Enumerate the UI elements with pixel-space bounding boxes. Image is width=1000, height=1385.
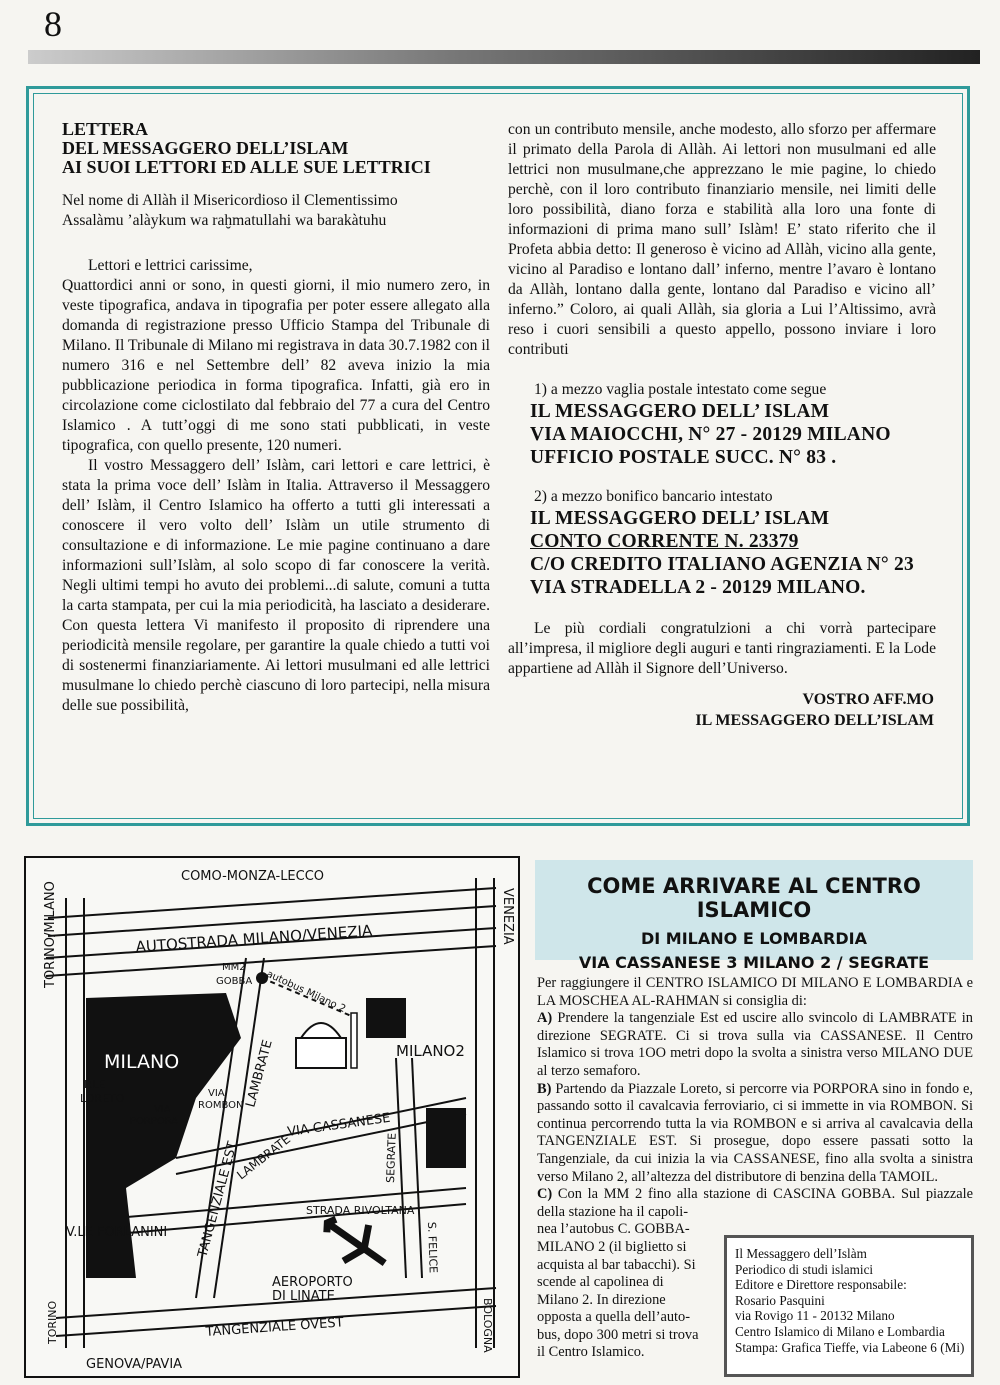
directions-option-c-line: opposta a quella dell’auto- xyxy=(537,1309,691,1326)
directions-subtitle: DI MILANO E LOMBARDIA xyxy=(641,929,867,948)
letter-paragraph: Il vostro Messaggero dell’ Islàm, cari lettori e care lettrici, è stata la prima voce dell’ Islàm in Italia. Attraverso il Messaggero dell’ Islàm, il Centro Islamico ha offerto a tutti gli interessati a conoscere il vero volto dell’ Islàm un utile strumento di consultazione e di informazione. Le mie pagine continuano a dare informazioni sull’Islàm, al solo scopo di far conoscere la verità. Negli ultimi tempi ho avuto dei problemi...di salute, comuni a tutta la carta stampata, per cui la mia periodicità, ha lasciato a desiderare. Con questa lettera Vi manifesto il proposito di riprendere una periodicità mensile regolare, per garantire la quale chiedo a tutti voi di sostenermi finanziariamente. Ai lettori musulmani ed alle lettrici musulmane lo chiedo perchè ciascuno di loro partecipi, nella misura delle sue possibilità, xyxy=(62,457,490,714)
directions-option-b: Partendo da Piazzale Loreto, si percorre via PORPORA sino in fondo e, passando sotto il cavalcavia ferroviario, ci si immette in via ROMBON. Si continua percorrendo tutta la via ROMBON e si arriva al cavalcavia della TANGENZIALE EST. Si prosegue, dopo essere passati sotto la Tangenziale, da cui inizia la via CASSANESE, fino alla svolta a sinistra verso Milano 2, all’altezza del distributore di benzina della TAMOIL. xyxy=(537,1080,973,1185)
map-label-bologna: BOLOGNA xyxy=(481,1298,494,1353)
letter-paragraph: Quattordici anni or sono, in questi giorni, il mio numero zero, in veste tipografica, andava in tipografia per poter essere allegato alla domanda di registrazione presso Ufficio Stampa del Tribunale di Milano. Il Tribunale di Milano mi registrava in data 30.7.1982 con il numero 316 e nel Settembre dell’ 82 aveva inizio la mia pubblicazione periodica in forma tipografica. Infatti, già ero in circolazione come ciclostilato dal febbraio del 77 a cura del Centro Islamico . A tutt’oggi di me sono stati pubblicati, in veste tipografica, con quello presente, 120 numeri. xyxy=(62,277,490,454)
road-segrate xyxy=(412,1058,422,1278)
map-label-autostrada: AUTOSTRADA MILANO/VENEZIA xyxy=(135,921,373,956)
colophon-line: Editore e Direttore responsabile: xyxy=(735,1277,907,1293)
signature-line: VOSTRO AFF.MO xyxy=(802,691,934,708)
map-label-milano2: MILANO2 xyxy=(396,1042,465,1060)
letter-title-line: LETTERA xyxy=(62,119,149,139)
option-1-line: VIA MAIOCCHI, N° 27 - 20129 MILANO xyxy=(530,424,891,445)
colophon-box xyxy=(724,1235,974,1377)
directions-option-a: Prendere la tangenziale Est ed uscire allo svincolo di LAMBRATE in direzione SEGRATE. Ci si trova sulla via CASSANESE. Il Centro Islamico si trova 1OO metri dopo la svolta a sinistra verso MILANO DUE al terzo semaforo. xyxy=(537,1010,973,1079)
segrate-area xyxy=(426,1108,466,1168)
map-label-ple-loreto: P.LE xyxy=(84,1078,106,1091)
map-label-como: COMO-MONZA-LECCO xyxy=(181,869,325,884)
directions-option-c-line: scende al capolinea di xyxy=(537,1274,664,1291)
map-label-via-rombon: ROMBON xyxy=(198,1100,244,1111)
option-1-line: UFFICIO POSTALE SUCC. N° 83 . xyxy=(530,447,837,468)
directions-option-c-line: nea l’autobus C. GOBBA- xyxy=(537,1221,690,1238)
directions-option-label: C) xyxy=(537,1186,553,1203)
map-label-milano: MILANO xyxy=(104,1051,180,1073)
map-label-aeroporto: AEROPORTO xyxy=(272,1275,353,1290)
map-label-gobba: GOBBA xyxy=(216,976,253,987)
colophon-line: Centro Islamico di Milano e Lombardia xyxy=(735,1323,945,1339)
map-label-tangenziale-ovest: TANGENZIALE OVEST xyxy=(205,1315,345,1340)
letter-closing: Le più cordiali congratulzioni a chi vorrà partecipare all’impresa, il migliore degli auguri e tanti ringraziamenti. E la Lode appartiene ad Allàh il Signore dell’Universo. xyxy=(508,620,936,677)
colophon-line: Il Messaggero dell’Islàm xyxy=(735,1246,867,1261)
map-label-vle-forlanini: V.LE FORLANINI xyxy=(66,1225,168,1240)
map-drawing xyxy=(26,858,518,1376)
letter-greeting: Assalàmu ’alàykum wa raḫmatullahi wa barakàtuhu xyxy=(62,212,387,229)
option-2-line: C/O CREDITO ITALIANO AGENZIA N° 23 xyxy=(530,554,914,575)
map-label-ple-loreto: LORETO xyxy=(80,1092,125,1105)
colophon-line: via Rovigo 11 - 20132 Milano xyxy=(735,1308,895,1324)
map-label-genova: GENOVA/PAVIA xyxy=(86,1357,183,1372)
map-label-venezia: VENEZIA xyxy=(500,888,515,945)
directions-address: VIA CASSANESE 3 MILANO 2 / SEGRATE xyxy=(578,953,930,972)
milano2-area xyxy=(366,998,406,1038)
directions-option-c-line: Milano 2. In direzione xyxy=(537,1291,666,1308)
letter-title-line: AI SUOI LETTORI ED ALLE SUE LETTRICI xyxy=(62,157,431,177)
option-1-intro: 1) a mezzo vaglia postale intestato come segue xyxy=(534,381,827,398)
letter-paragraph: con un contributo mensile, anche modesto, allo sforzo per affermare il primato della Parola di Allàh. Ai lettori non musulmani ed alle lettrici non musulmane,che apprezzano le mie pagine, lo chiedo perchè, con il loro contributo finanziario mensile, nei limiti delle loro possibilità, diano forza e stabilità alla loro una fonte di informazioni di prima mano sull’ Islàm! E’ stato riferito che il Profeta abbia detto: Il generoso è vicino ad Allàh, vicino alla gente, vicino al Paradiso e lontano dall’ inferno, mentre l’avaro è lontano da Allàh, lontano dalla gente, lontano dal Paradiso e vicino all’ inferno.” Coloro, ai quali Allàh, sia gloria a Lui l’Altissimo, avrà reso i cuori sensibili a questo appello, possono inviare i loro contributi xyxy=(508,121,936,358)
letter-greeting: Nel nome di Allàh il Misericordioso il Clementissimo xyxy=(62,192,398,209)
directions-header xyxy=(535,860,973,972)
option-2-intro: 2) a mezzo bonifico bancario intestato xyxy=(534,488,773,505)
map-label-torino-milano: TORINO/MILANO xyxy=(43,881,58,988)
colophon-line: Stampa: Grafica Tieffe, via Labeone 6 (Mi) xyxy=(735,1339,965,1355)
directions-option-c-line: il Centro Islamico. xyxy=(537,1344,645,1361)
directions-option-c-line: MILANO 2 (il biglietto si xyxy=(537,1238,687,1255)
directions-option-label: B) xyxy=(537,1080,552,1097)
directions-option-c: Con la MM 2 fino alla stazione di CASCINA GOBBA. Sul piazzale della stazione ha il capoli- xyxy=(537,1186,973,1220)
option-2-line: VIA STRADELLA 2 - 20129 MILANO. xyxy=(530,577,866,598)
colophon-line: Rosario Pasquini xyxy=(735,1292,825,1308)
map-label-via-porpora: VIA xyxy=(154,1104,171,1115)
mosque-icon xyxy=(296,1013,357,1068)
map-label-tangenziale-est: TANGENZIALE EST xyxy=(195,1140,241,1260)
road-top xyxy=(48,888,496,918)
directions-title: COME ARRIVARE AL CENTRO ISLAMICO xyxy=(587,874,921,922)
page-number: 8 xyxy=(44,4,62,44)
directions-option-label: A) xyxy=(537,1010,553,1027)
map-label-autobus: autobus Milano 2 xyxy=(264,968,348,1016)
route-map xyxy=(24,856,520,1378)
map-label-lambrate: LAMBRATE xyxy=(243,1038,276,1110)
map-label-aeroporto: DI LINATE xyxy=(272,1289,335,1304)
map-label-segrate: SEGRATE xyxy=(384,1132,399,1184)
option-2-line: IL MESSAGGERO DELL’ ISLAM xyxy=(530,508,830,529)
map-label-via-porpora: PORPORA xyxy=(130,1116,179,1127)
map-label-lambrate-2: LAMBRATE xyxy=(234,1132,294,1183)
map-label-strada-rivoltana: STRADA RIVOLTANA xyxy=(306,1204,415,1217)
letter-right-column xyxy=(508,120,936,731)
directions-option-c-line: acquista al bar tabacchi). Si xyxy=(537,1256,696,1273)
colophon-line: Periodico di studi islamici xyxy=(735,1261,874,1277)
signature-line: IL MESSAGGERO DELL’ISLAM xyxy=(695,712,934,729)
letter-salutation: Lettori e lettrici carissime, xyxy=(88,257,253,274)
map-label-torino: TORINO xyxy=(46,1300,59,1344)
option-2-line: CONTO CORRENTE N. 23379 xyxy=(530,531,799,552)
directions-option-c-line: bus, dopo 300 metri si trova xyxy=(537,1326,699,1343)
header-rule xyxy=(28,50,980,64)
map-label-via-rombon: VIA xyxy=(208,1088,225,1099)
option-1-line: IL MESSAGGERO DELL’ ISLAM xyxy=(530,401,830,422)
letter-left-column xyxy=(62,120,490,716)
directions-intro: Per raggiungere il CENTRO ISLAMICO DI MILANO E LOMBARDIA e LA MOSCHEA AL-RAHMAN si consiglia di: xyxy=(537,975,973,1009)
letter-title-line: DEL MESSAGGERO DELL’ISLAM xyxy=(62,138,349,158)
map-label-via-cassanese: VIA CASSANESE xyxy=(286,1110,392,1140)
map-label-s-felice: S. FELICE xyxy=(425,1221,440,1274)
map-label-mm2: MM2 xyxy=(222,962,246,973)
